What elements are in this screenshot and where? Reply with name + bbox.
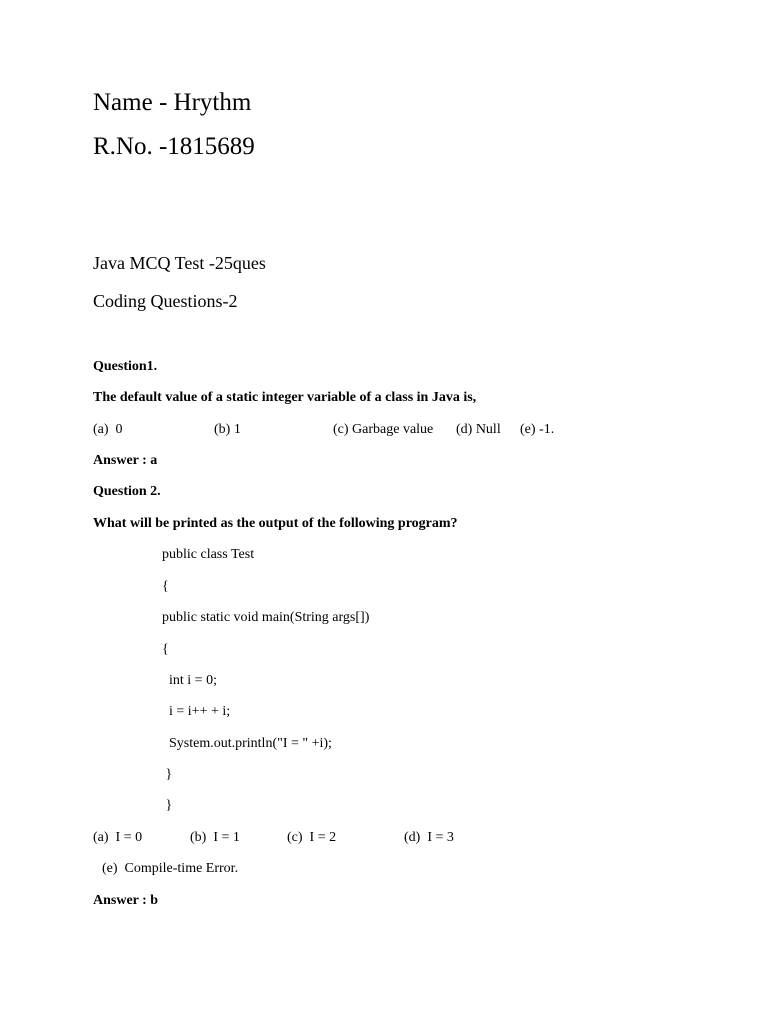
question-1-text: The default value of a static integer variable of a class in Java is, <box>93 390 477 405</box>
code-line: public static void main(String args[]) <box>162 610 370 625</box>
code-line: { <box>162 642 169 657</box>
question-2-option-d: (d) I = 3 <box>404 830 454 845</box>
question-2-option-a: (a) I = 0 <box>93 830 143 845</box>
question-1-title: Question1. <box>93 359 158 374</box>
coding-summary: Coding Questions-2 <box>93 291 238 311</box>
code-line: } <box>162 798 173 813</box>
question-2-option-b: (b) I = 1 <box>190 830 240 845</box>
question-1-option-d: (d) Null <box>456 422 501 437</box>
roll-number: R.No. -1815689 <box>93 133 255 160</box>
code-line: } <box>162 767 173 782</box>
question-2-title: Question 2. <box>93 484 161 499</box>
student-name: Name - Hrythm <box>93 89 252 116</box>
question-2-option-c: (c) I = 2 <box>287 830 337 845</box>
question-1-option-e: (e) -1. <box>520 422 555 437</box>
question-1-answer: Answer : a <box>93 453 158 468</box>
question-2-option-e: (e) Compile-time Error. <box>102 861 239 876</box>
question-1-option-c: (c) Garbage value <box>333 422 434 437</box>
question-2-text: What will be printed as the output of the following program? <box>93 516 458 531</box>
mcq-summary: Java MCQ Test -25ques <box>93 253 266 273</box>
question-2-answer: Answer : b <box>93 893 159 908</box>
code-line: System.out.println("I = " +i); <box>162 736 332 751</box>
code-line: { <box>162 579 169 594</box>
code-line: int i = 0; <box>162 673 217 688</box>
code-line: public class Test <box>162 547 255 562</box>
code-line: i = i++ + i; <box>162 704 231 719</box>
question-1-option-a: (a) 0 <box>93 422 123 437</box>
question-1-option-b: (b) 1 <box>214 422 241 437</box>
